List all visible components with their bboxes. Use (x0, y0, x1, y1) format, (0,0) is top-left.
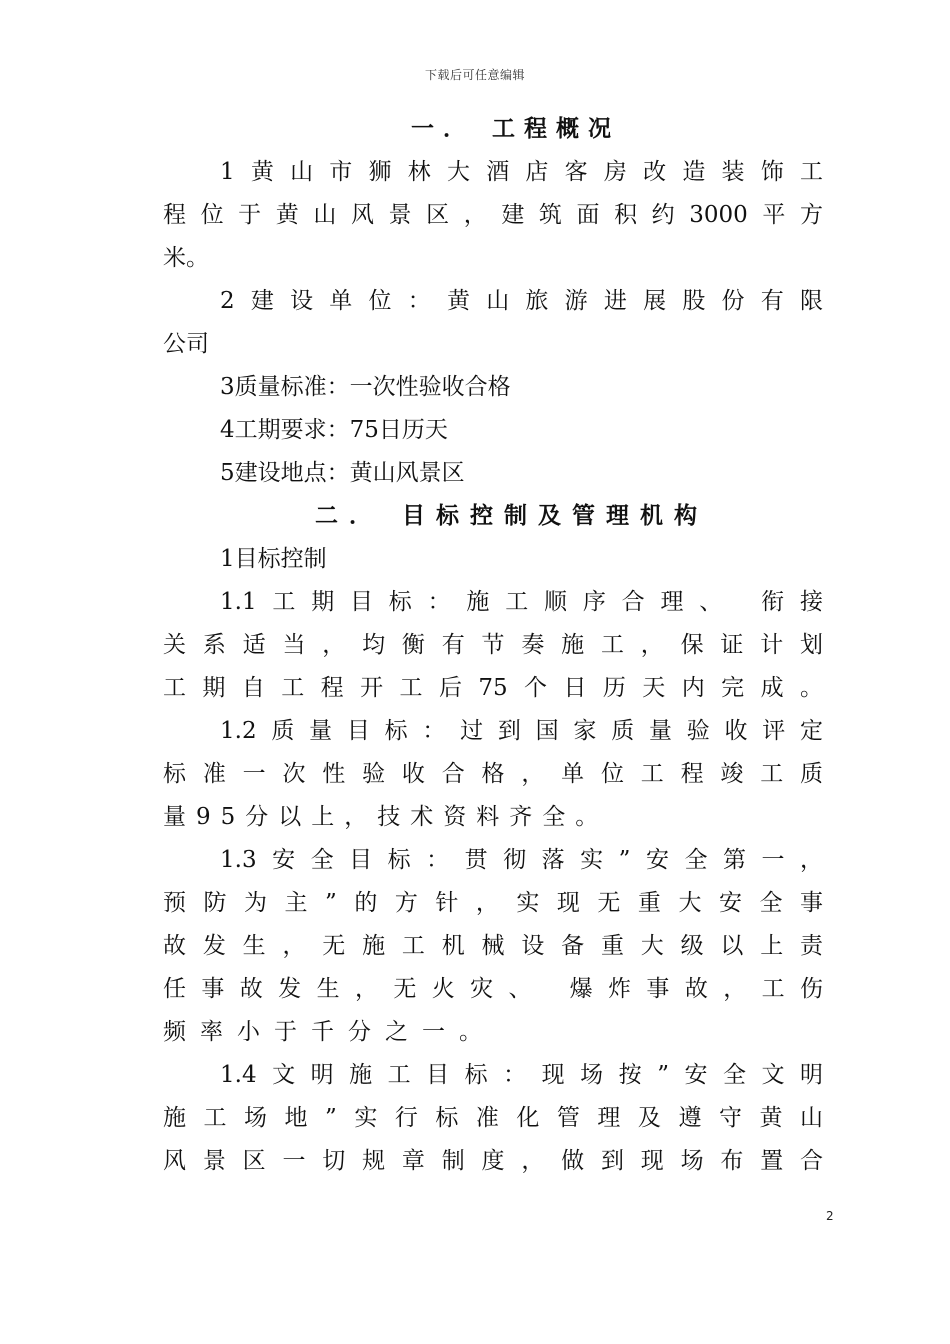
section-title-overview: 一． 工程概况 (411, 116, 621, 142)
overview-p1-line2: 程位于黄山风景区，建筑面积约3000平方 (163, 202, 823, 228)
target-safety-line3: 故发生，无施工机械设备重大级以上责 (163, 933, 823, 959)
overview-p5: 5建设地点：黄山风景区 (220, 460, 465, 486)
target-quality-line2: 标准一次性验收合格，单位工程竣工质 (163, 761, 823, 787)
target-schedule-line2: 关系适当，均衡有节奏施工，保证计划 (163, 632, 823, 658)
target-civilized-line2: 施工场地”实行标准化管理及遵守黄山 (163, 1105, 823, 1131)
target-safety-line2: 预防为主”的方针，实现无重大安全事 (163, 890, 823, 916)
target-schedule-line1: 1.1工期目标：施工顺序合理、 衔接 (220, 589, 823, 615)
target-quality-line3: 量95分以上，技术资料齐全。 (163, 804, 609, 830)
overview-p3: 3质量标准：一次性验收合格 (220, 374, 511, 400)
document-body (163, 108, 823, 1183)
target-safety-line5: 频率小于千分之一。 (163, 1019, 496, 1045)
page-number: 2 (826, 1209, 834, 1223)
target-safety-line4: 任事故发生，无火灾、 爆炸事故，工伤 (163, 976, 823, 1002)
target-quality-line1: 1.2质量目标：过到国家质量验收评定 (220, 718, 823, 744)
overview-p2-line2: 公司 (163, 331, 209, 357)
overview-p1-line1: 1黄山市狮林大酒店客房改造装饰工 (220, 159, 823, 185)
target-civilized-line3: 风景区一切规章制度，做到现场布置合 (163, 1148, 823, 1174)
overview-p4: 4工期要求：75日历天 (220, 417, 448, 443)
overview-p2-line1: 2建设单位：黄山旅游进展股份有限 (220, 288, 823, 314)
overview-p1-line3: 米。 (163, 245, 209, 271)
target-safety-line1: 1.3安全目标：贯彻落实”安全第一， (220, 847, 823, 873)
targets-sub1: 1目标控制 (220, 546, 327, 572)
target-civilized-line1: 1.4文明施工目标：现场按”安全文明 (220, 1062, 823, 1088)
header-note: 下载后可任意编辑 (424, 68, 525, 82)
target-schedule-line3: 工期自工程开工后75个日历天内完成。 (163, 675, 823, 701)
section-title-targets: 二． 目标控制及管理机构 (315, 503, 709, 529)
